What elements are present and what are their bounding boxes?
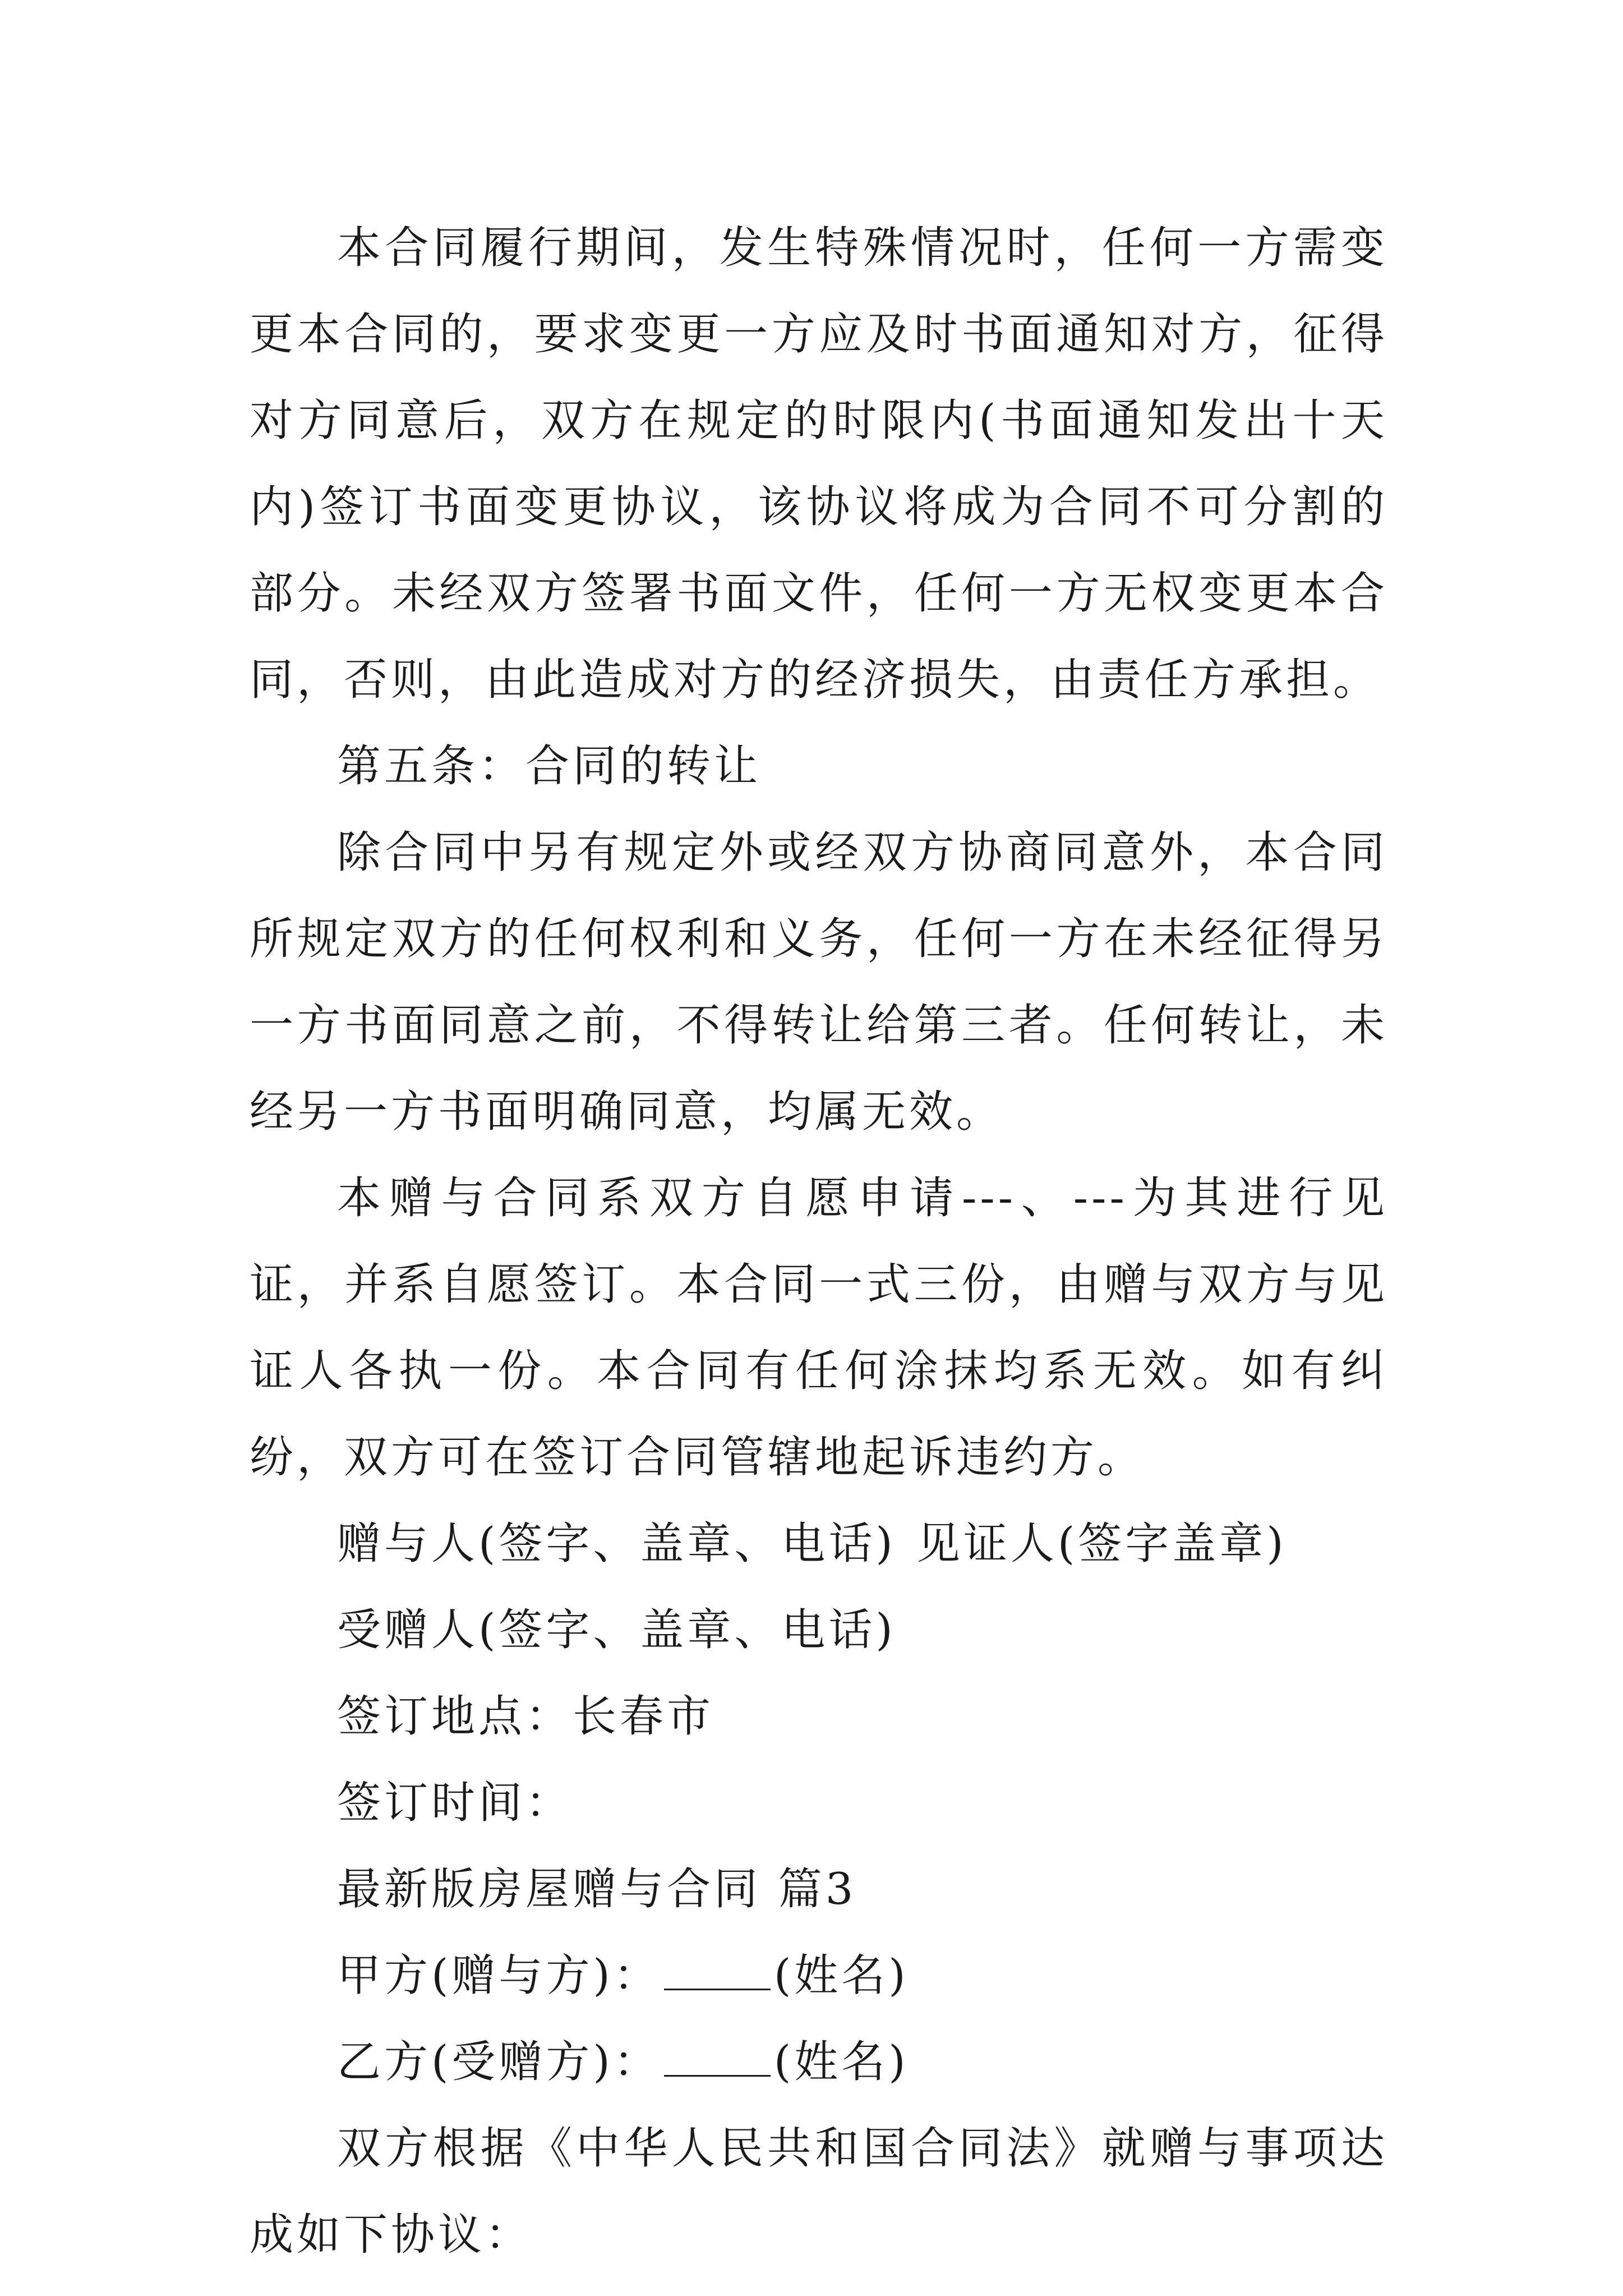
document-body: [250, 205, 1388, 2278]
party-b-label: 乙方(受赠方)：: [337, 2037, 661, 2087]
transfer-clause-paragraph: 除合同中另有规定外或经双方协商同意外，本合同所规定双方的任何权利和义务，任何一方在未经征得另一方书面同意之前，不得转让给第三者。任何转让，未经另一方书面明确同意，均属无效。: [250, 827, 1388, 1137]
party-a-name-blank: [664, 1956, 771, 1990]
party-a-line: [250, 1932, 1388, 2019]
witness-signature-label: 见证人(签字盖章): [916, 1519, 1287, 1569]
article-5-heading: 第五条：合同的转让: [337, 741, 762, 792]
party-b-suffix: (姓名): [773, 2037, 909, 2087]
party-a-label: 甲方(赠与方)：: [337, 1950, 661, 2001]
donor-signature-label: 赠与人(签字、盖章、电话): [337, 1519, 896, 1569]
signing-time: 签订时间：: [337, 1778, 573, 1828]
party-b-name-blank: [664, 2042, 771, 2077]
section-3-title: 最新版房屋赠与合同 篇3: [337, 1864, 857, 1915]
witness-clause-paragraph: 本赠与合同系双方自愿申请---、---为其进行见证，并系自愿签订。本合同一式三份，由赠与双方与见证人各执一份。本合同有任何涂抹均系无效。如有纠纷，双方可在签订合同管辖地起诉违约方。: [250, 1173, 1388, 1483]
signing-place: 签订地点：长春市: [337, 1691, 714, 1742]
donor-witness-signature-line: [250, 1501, 1388, 1587]
donee-signature-line: 受赠人(签字、盖章、电话): [337, 1605, 896, 1655]
party-b-line: [250, 2019, 1388, 2105]
party-a-suffix: (姓名): [773, 1950, 909, 2001]
agreement-intro-paragraph: 双方根据《中华人民共和国合同法》就赠与事项达成如下协议：: [250, 2123, 1388, 2260]
change-clause-paragraph: 本合同履行期间，发生特殊情况时，任何一方需变更本合同的，要求变更一方应及时书面通知对方，征得对方同意后，双方在规定的时限内(书面通知发出十天内)签订书面变更协议，该协议将成为合同不可分割的部分。未经双方签署书面文件，任何一方无权变更本合同，否则，由此造成对方的经济损失，由责任方承担。: [250, 223, 1388, 705]
